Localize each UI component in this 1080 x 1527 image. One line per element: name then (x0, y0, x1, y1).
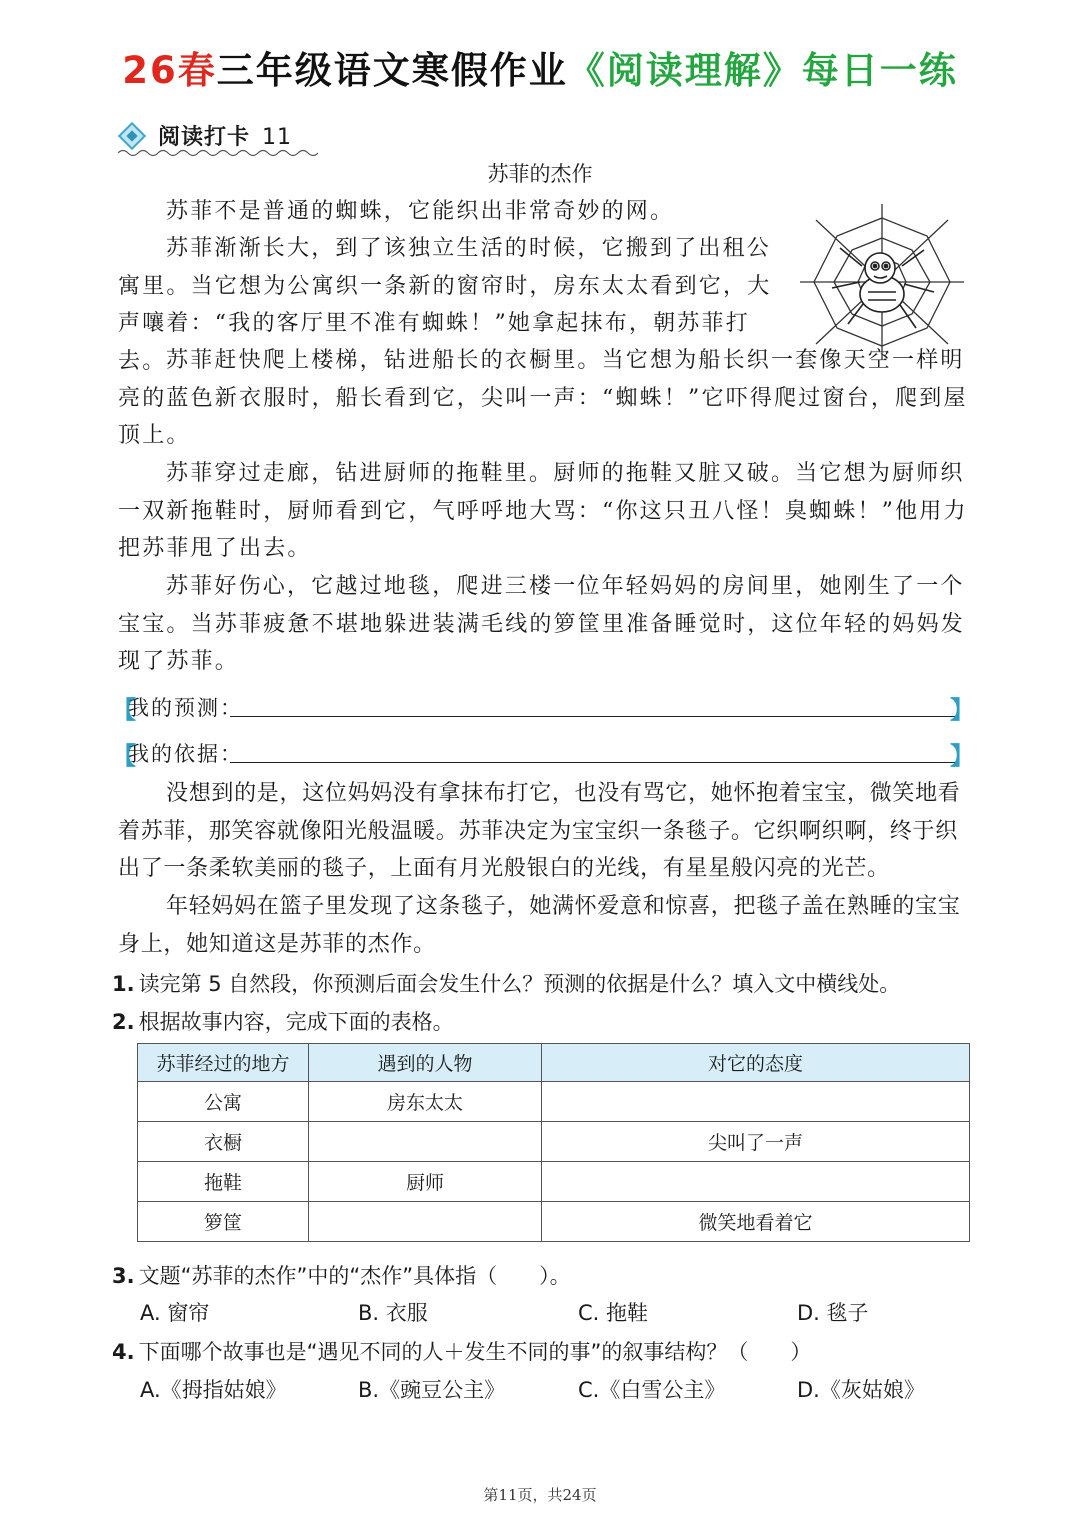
basis-blank (112, 736, 974, 772)
table-header: 苏菲经过的地方 (138, 1044, 309, 1082)
right-bracket: 】 (950, 696, 974, 724)
option-d[interactable]: D.《灰姑娘》 (797, 1378, 925, 1402)
table-cell: 厨师 (309, 1162, 542, 1202)
table-cell: 衣橱 (138, 1122, 309, 1162)
paragraph-5: 苏菲好伤心，它越过地毯，爬进三楼一位年轻妈妈的房间里，她刚生了一个宝宝。当苏菲疲惫不堪地躲进装满毛线的箩筐里准备睡觉时，这位年轻的妈妈发现了苏菲。 (118, 574, 966, 674)
checkin-number: 11 (262, 125, 293, 150)
paragraph-6: 没想到的是，这位妈妈没有拿抹布打它，也没有骂它，她怀抱着宝宝，微笑地看着苏菲，那笑容就像阳光般温暖。苏菲决定为宝宝织一条毯子。它织啊织啊，终于织出了一条柔软美丽的毯子，上面有月光般银白的光线，有星星般闪亮的光芒。 (118, 781, 961, 881)
spider-web-icon (792, 196, 972, 368)
basis-answer-line[interactable] (230, 762, 956, 763)
table-row (138, 1202, 970, 1242)
article-title: 苏菲的杰作 (487, 162, 593, 186)
wavy-underline (118, 148, 318, 158)
paragraph-4: 苏菲穿过走廊，钻进厨师的拖鞋里。厨师的拖鞋又脏又破。当它想为厨师织一双新拖鞋时，厨师看到它，气呼呼地大骂：“你这只丑八怪！臭蜘蛛！”他用力把苏菲甩了出去。 (118, 461, 968, 561)
question-1-text: 读完第 5 自然段，你预测后面会发生什么？预测的依据是什么？填入文中横线处。 (138, 972, 901, 996)
right-bracket: 】 (950, 742, 974, 770)
table-cell-blank[interactable] (542, 1162, 970, 1202)
table-cell: 房东太太 (309, 1082, 542, 1122)
paragraph-2: 苏菲渐渐长大，到了该独立生活的时候，它搬到了出租公寓里。当它想为公寓织一条新的窗帘时，房东太太看到它，大声嚷着：“我的客厅里不准有蜘蛛！”她拿起抹布，朝苏菲打去。 (118, 236, 772, 374)
banner-daily: 每日一练 (801, 49, 958, 92)
option-a[interactable]: A.《拇指姑娘》 (140, 1378, 287, 1402)
question-3 (112, 1260, 992, 1290)
reading-checkin-label (118, 118, 318, 158)
table-cell: 公寓 (138, 1082, 309, 1122)
table-cell: 箩筐 (138, 1202, 309, 1242)
left-bracket: 【 (112, 696, 136, 724)
page-number: 第11页，共24页 (483, 1486, 597, 1504)
question-2-number: 2. (112, 1010, 135, 1034)
table-cell-blank[interactable] (309, 1202, 542, 1242)
basis-label: 我的依据： (128, 742, 243, 766)
question-2 (112, 1006, 992, 1036)
question-3-text: 文题“苏菲的杰作”中的“杰作”具体指（ ）。 (138, 1264, 571, 1288)
table-row (138, 1122, 970, 1162)
table-cell-blank[interactable] (542, 1082, 970, 1122)
page-banner (0, 40, 1080, 94)
question-4-text: 下面哪个故事也是“遇见不同的人＋发生不同的事”的叙事结构？（ ） (138, 1340, 812, 1364)
checkin-text: 阅读打卡 (158, 125, 251, 150)
prediction-answer-line[interactable] (230, 716, 956, 717)
option-c[interactable]: C. 拖鞋 (578, 1301, 649, 1325)
banner-grade: 三年级语文寒假作业 (216, 49, 568, 92)
question-3-number: 3. (112, 1264, 135, 1288)
prediction-label: 我的预测： (128, 696, 243, 720)
diamond-icon (118, 122, 146, 150)
table-cell: 拖鞋 (138, 1162, 309, 1202)
question-2-text: 根据故事内容，完成下面的表格。 (138, 1010, 454, 1034)
table-cell: 微笑地看着它 (542, 1202, 970, 1242)
table-header-row (138, 1044, 970, 1082)
question-1-number: 1. (112, 972, 135, 996)
banner-book: 《阅读理解》 (567, 49, 802, 92)
option-d[interactable]: D. 毯子 (797, 1301, 869, 1325)
paragraph-1: 苏菲不是普通的蜘蛛，它能织出非常奇妙的网。 (166, 199, 675, 224)
prediction-blank (112, 690, 974, 726)
table-row (138, 1162, 970, 1202)
table-row (138, 1082, 970, 1122)
option-b[interactable]: B. 衣服 (358, 1301, 428, 1325)
question-4 (112, 1336, 992, 1366)
left-bracket: 【 (112, 742, 136, 770)
paragraph-3: 苏菲赶快爬上楼梯，钻进船长的衣橱里。当它想为船长织一套像天空一样明亮的蓝色新衣服时，船长看到它，尖叫一声：“蜘蛛！”它吓得爬过窗台，爬到屋顶上。 (118, 348, 968, 448)
table-header: 遇到的人物 (309, 1044, 542, 1082)
option-a[interactable]: A. 窗帘 (140, 1301, 210, 1325)
table-header: 对它的态度 (542, 1044, 970, 1082)
table-cell-blank[interactable] (309, 1122, 542, 1162)
question-4-number: 4. (112, 1340, 135, 1364)
spider-web-illustration (792, 196, 972, 368)
option-c[interactable]: C.《白雪公主》 (578, 1378, 726, 1402)
answer-table (137, 1043, 970, 1242)
paragraph-7: 年轻妈妈在篮子里发现了这条毯子，她满怀爱意和惊喜，把毯子盖在熟睡的宝宝身上，她知道这是苏菲的杰作。 (118, 894, 961, 957)
banner-year: 26春 (122, 49, 217, 92)
question-1 (112, 968, 992, 998)
table-cell: 尖叫了一声 (542, 1122, 970, 1162)
option-b[interactable]: B.《豌豆公主》 (358, 1378, 506, 1402)
